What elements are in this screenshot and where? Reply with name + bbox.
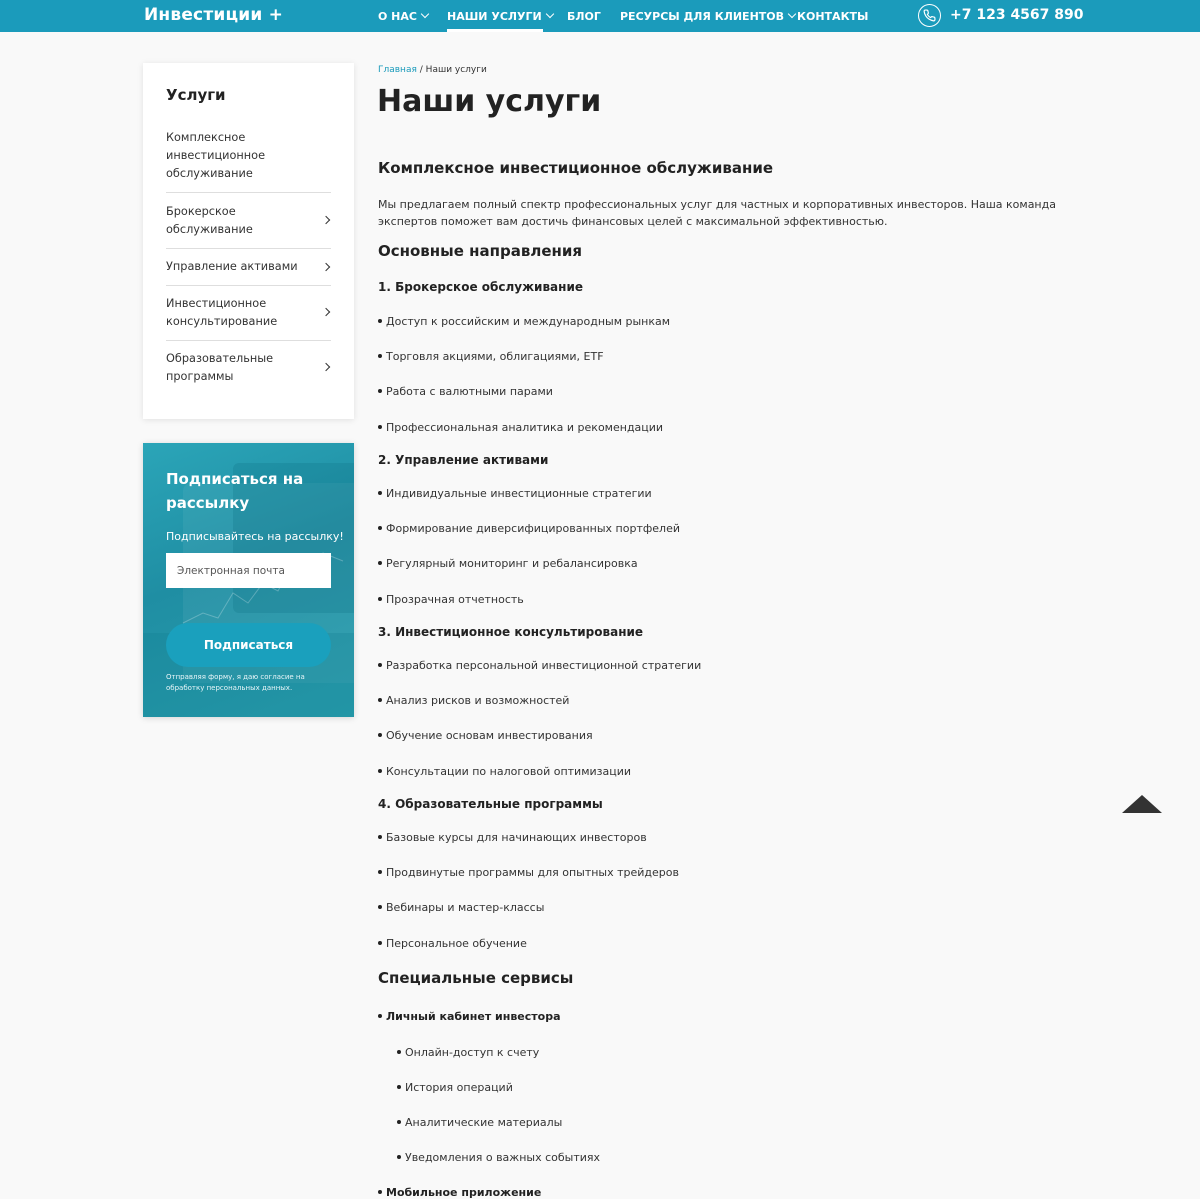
list-item [378, 937, 527, 950]
list-item-text: Продвинутые программы для опытных трейдеров [386, 866, 679, 879]
page-title: Наши услуги [377, 84, 602, 119]
list-item-text: Анализ рисков и возможностей [386, 694, 570, 707]
list-item-text: Прозрачная отчетность [386, 593, 524, 606]
bullet [378, 491, 382, 495]
bullet [378, 425, 382, 429]
list-item [378, 729, 593, 742]
list-item [397, 1116, 562, 1129]
list-item [397, 1081, 513, 1094]
special-services-heading: Специальные сервисы [378, 969, 574, 987]
list-item [378, 1186, 541, 1199]
sidebar-item-consulting[interactable] [166, 295, 331, 331]
list-item-text: Разработка персональной инвестиционной стратегии [386, 659, 702, 672]
nav-item-contacts-label: КОНТАКТЫ [797, 9, 869, 23]
sidebar-item-education[interactable] [166, 350, 331, 386]
email-field[interactable] [166, 553, 331, 588]
nav-item-services-label: НАШИ УСЛУГИ [447, 9, 542, 23]
intro-heading: Комплексное инвестиционное обслуживание [378, 159, 774, 177]
list-item-text: Базовые курсы для начинающих инвесторов [386, 831, 647, 844]
list-item-text: Работа с валютными парами [386, 385, 553, 398]
list-item-text: Регулярный мониторинг и ребалансировка [386, 557, 638, 570]
bullet [378, 870, 382, 874]
bullet [378, 354, 382, 358]
intro-paragraph: Мы предлагаем полный спектр профессиональных услуг для частных и корпоративных инвесторов. Наша команда экспертов поможет вам достичь финансовых целей с максимальной эффективностью. [378, 198, 1056, 228]
list-item-text: Профессиональная аналитика и рекомендации [386, 421, 664, 434]
list-item [378, 659, 701, 672]
list-item [378, 1010, 561, 1023]
nav-active-indicator [447, 29, 543, 32]
list-item [378, 831, 647, 844]
bullet [378, 319, 382, 323]
list-item-text: Доступ к российским и международным рынкам [386, 315, 671, 328]
breadcrumb [378, 65, 487, 75]
chevron-right-icon [322, 308, 330, 316]
nav-item-blog[interactable] [567, 0, 601, 32]
sidebar-divider [166, 285, 331, 286]
sidebar-title: Услуги [166, 86, 226, 104]
section-title: 3. Инвестиционное консультирование [378, 625, 644, 639]
breadcrumb-separator: / [419, 65, 423, 75]
chevron-right-icon [322, 263, 330, 271]
chevron-down-icon [545, 10, 553, 18]
list-item [378, 593, 524, 606]
section-title: 1. Брокерское обслуживание [378, 280, 583, 294]
list-item [378, 694, 569, 707]
bullet [378, 561, 382, 565]
directions-heading: Основные направления [378, 242, 582, 260]
sidebar-item-complex[interactable] [166, 129, 331, 183]
list-item [378, 315, 670, 328]
list-item [378, 487, 652, 500]
bullet [378, 1014, 382, 1018]
list-item-text: Вебинары и мастер-классы [386, 901, 545, 914]
list-item [378, 350, 604, 363]
consent-note: Отправляя форму, я даю согласие на обработку персональных данных. [166, 673, 305, 692]
bullet [378, 698, 382, 702]
list-item-text: Индивидуальные инвестиционные стратегии [386, 487, 652, 500]
list-item [378, 421, 663, 434]
bullet [378, 389, 382, 393]
breadcrumb-home-link[interactable]: Главная [378, 65, 417, 75]
chevron-right-icon [322, 363, 330, 371]
top-navigation-bar [0, 0, 1200, 32]
nav-item-resources-label: РЕСУРСЫ ДЛЯ КЛИЕНТОВ [620, 9, 785, 23]
bullet [378, 1190, 382, 1194]
bullet [397, 1120, 401, 1124]
list-item [378, 866, 679, 879]
sidebar-item-label: Инвестиционное консультирование [166, 297, 278, 328]
list-item [378, 522, 680, 535]
bullet [378, 941, 382, 945]
list-item [378, 385, 553, 398]
newsletter-text: Подписывайтесь на рассылку! [166, 530, 344, 543]
phone-number-link[interactable]: +7 123 4567 890 [950, 7, 1084, 23]
sidebar-divider [166, 248, 331, 249]
list-item [378, 765, 631, 778]
list-item-text: Формирование диверсифицированных портфелей [386, 522, 680, 535]
section-title: 4. Образовательные программы [378, 797, 603, 811]
services-sidebar [143, 63, 354, 419]
sidebar-item-brokerage[interactable] [166, 203, 331, 239]
bullet [397, 1050, 401, 1054]
sidebar-item-label: Образовательные программы [166, 352, 274, 383]
bullet [378, 905, 382, 909]
subscribe-button[interactable]: Подписаться [166, 623, 331, 667]
list-item [397, 1046, 539, 1059]
nav-item-services[interactable] [447, 0, 553, 32]
bullet [378, 835, 382, 839]
list-item-text: Консультации по налоговой оптимизации [386, 765, 632, 778]
nav-item-contacts[interactable] [797, 0, 868, 32]
sidebar-item-label: Брокерское обслуживание [166, 205, 253, 236]
phone-icon[interactable] [918, 4, 941, 27]
sidebar-item-label: Управление активами [166, 260, 298, 273]
nav-item-about[interactable] [378, 0, 428, 32]
chevron-down-icon [788, 10, 796, 18]
bullet [397, 1085, 401, 1089]
list-item-text: Персональное обучение [386, 937, 527, 950]
list-item [397, 1151, 600, 1164]
list-item [378, 901, 544, 914]
bullet [378, 526, 382, 530]
bullet [378, 769, 382, 773]
newsletter-card [143, 443, 354, 717]
list-item-text: Обучение основам инвестирования [386, 729, 593, 742]
list-item-text: Аналитические материалы [405, 1116, 563, 1129]
nav-item-about-label: О НАС [378, 9, 417, 23]
scroll-to-top-icon[interactable] [1122, 795, 1162, 813]
section-title: 2. Управление активами [378, 453, 549, 467]
list-item-text: Онлайн-доступ к счету [405, 1046, 540, 1059]
bullet [378, 663, 382, 667]
chevron-right-icon [322, 216, 330, 224]
list-item [378, 557, 638, 570]
newsletter-title: Подписаться на рассылку [166, 470, 304, 512]
sidebar-divider [166, 192, 331, 193]
sidebar-item-asset-management[interactable] [166, 258, 331, 276]
breadcrumb-current: Наши услуги [425, 65, 487, 75]
bullet [378, 733, 382, 737]
list-item-text: История операций [405, 1081, 513, 1094]
bullet [397, 1155, 401, 1159]
chevron-down-icon [421, 10, 429, 18]
list-item-text: Торговля акциями, облигациями, ETF [386, 350, 604, 363]
nav-item-resources[interactable] [620, 0, 795, 32]
sidebar-divider [166, 340, 331, 341]
list-item-text: Мобильное приложение [386, 1186, 542, 1199]
site-logo[interactable]: Инвестиции + [144, 5, 284, 25]
sidebar-item-label: Комплексное инвестиционное обслуживание [166, 131, 266, 180]
list-item-text: Уведомления о важных событиях [405, 1151, 601, 1164]
nav-item-blog-label: БЛОГ [567, 9, 601, 23]
bullet [378, 597, 382, 601]
list-item-text: Личный кабинет инвестора [386, 1010, 561, 1023]
